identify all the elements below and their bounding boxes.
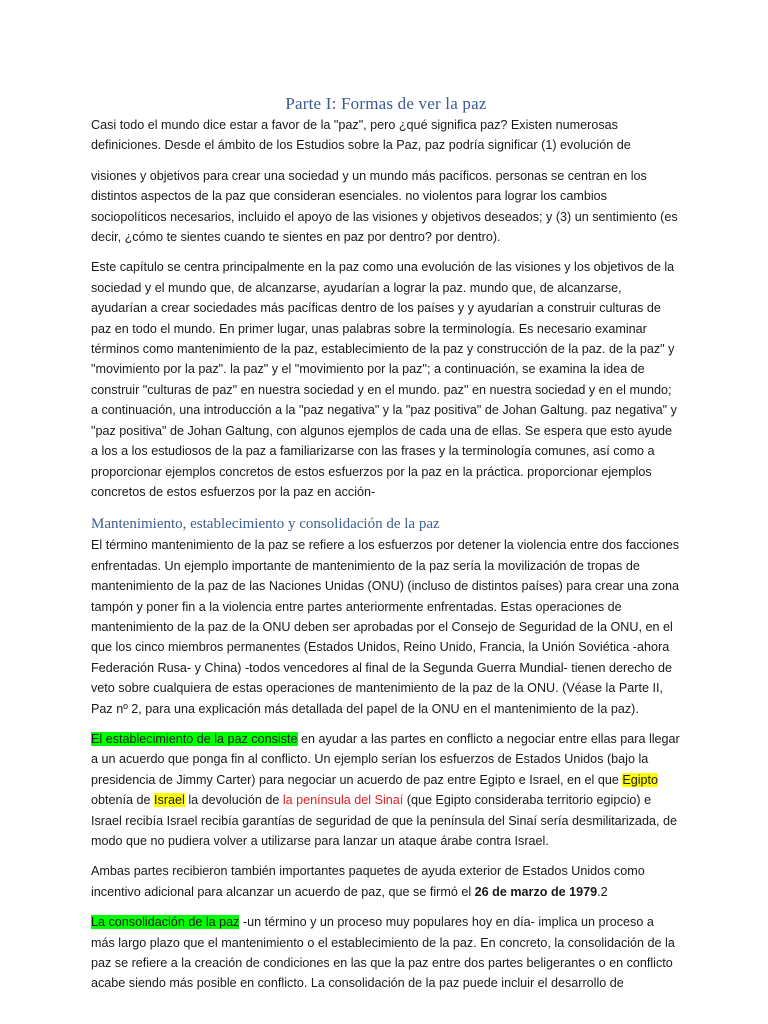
peacemaking-text-2: obtenía de [91, 793, 155, 808]
intro-paragraph-1: Casi todo el mundo dice estar a favor de la "paz", pero ¿qué significa paz? Existen numerosas definiciones. Desde el ámbito de los Estudios sobre la Paz, paz podría significar (1) evolución de [91, 118, 631, 153]
page-title: Parte I: Formas de ver la paz [285, 94, 487, 113]
peacekeeping-paragraph: El término mantenimiento de la paz se refiere a los esfuerzos por detener la violencia entre dos facciones enfrentadas. Un ejemplo importante de mantenimiento de la paz sería la movilización de tropas de mantenimiento de la paz de las Naciones Unidas (ONU) (incluso de distintos países) para crear una zona tampón y poner fin a la violencia entre partes anteriormente enfrentadas. Estas operaciones de mantenimiento de la paz de la ONU deben ser aprobadas por el Consejo de Seguridad de la ONU, en el que los cinco miembros permanentes (Estados Unidos, Reino Unido, Francia, la Unión Soviética -ahora Federación Rusa- y China) -todos vencedores al final de la Segunda Guerra Mundial- tienen derecho de veto sobre cualquiera de estas operaciones de mantenimiento de la paz de la ONU. (Véase la Parte II, Paz nº 2, para una explicación más detallada del papel de la ONU en el mantenimiento de la paz). [91, 538, 680, 716]
document-body [91, 92, 681, 994]
treaty-date: 26 de marzo de 1979 [474, 884, 598, 899]
intro-paragraph-2: visiones y objetivos para crear una sociedad y un mundo más pacíficos. personas se centran en los distintos aspectos de la paz que consideran esenciales. no violentos para lograr los cambios sociopolíticos necesarios, incluido el apoyo de las visiones y objetivos deseados; y (3) un sentimiento (es decir, ¿cómo te sientes cuando te sientes en paz por dentro? por dentro). [91, 168, 678, 245]
israel-highlight: Israel [154, 793, 185, 808]
sinai-red-text: la península del Sinaí [282, 793, 404, 808]
peacemaking-text-3: la devolución de [184, 793, 283, 808]
peacemaking-paragraph [91, 729, 681, 851]
chapter-paragraph: Este capítulo se centra principalmente en la paz como una evolución de las visiones y los objetivos de la sociedad y el mundo que, de alcanzarse, ayudarían a lograr la paz. mundo que, de alcanzarse, ayudarían a crear sociedades más pacíficas dentro de los países y y ayudarían a construir culturas de paz en todo el mundo. En primer lugar, unas palabras sobre la terminología. Es necesario examinar términos como mantenimiento de la paz, establecimiento de la paz y construcción de la paz. de la paz" y "movimiento por la paz". la paz" y el "movimiento por la paz"; a continuación, se examina la idea de construir "culturas de paz" en nuestra sociedad y en el mundo. paz" en nuestra sociedad y en el mundo; a continuación, una introducción a la "paz negativa" y la "paz positiva" de Johan Galtung. paz negativa" y "paz positiva" de Johan Galtung, con algunos ejemplos de cada una de ellas. Se espera que esto ayude a los a los estudiosos de la paz a familiarizarse con las frases y la terminología comunes, así como a proporcionar ejemplos concretos de estos esfuerzos por la paz en la práctica. proporcionar ejemplos concretos de estos esfuerzos por la paz en acción- [91, 260, 677, 499]
peacemaking-text-1: en ayudar a las partes en conflicto a negociar entre ellas para llegar a un acuerdo que ponga fin al conflicto. Un ejemplo serían los esfuerzos de Estados Unidos (bajo la presidencia de Jimmy Carter) para negociar un acuerdo de paz entre Egipto e Israel, en el que [91, 731, 680, 787]
peacebuilding-paragraph [91, 912, 681, 994]
aid-paragraph [91, 861, 681, 902]
aid-text-2: .2 [597, 884, 608, 899]
egypt-highlight: Egipto [622, 772, 659, 787]
peacemaking-text-4: (que Egipto consideraba territorio egipcio) e Israel recibía Israel recibía garantías de seguridad de que la península del Sinaí sería desmilitarizada, de modo que no pudiera volver a utilizarse para lanzar un ataque árabe contra Israel. [91, 793, 677, 848]
peacemaking-highlight: El establecimiento de la paz consiste [91, 731, 298, 746]
peacebuilding-text-1: -un término y un proceso muy populares hoy en día- implica un proceso a más largo plazo que el mantenimiento o el establecimiento de la paz. En concreto, la consolidación de la paz se refiere a la creación de condiciones en las que la paz entre dos partes beligerantes o en conflicto acabe siendo más posible en conflicto. La consolidación de la paz puede incluir el desarrollo de [91, 915, 675, 991]
peacebuilding-highlight: La consolidación de la paz [91, 915, 240, 930]
section-heading: Mantenimiento, establecimiento y consolidación de la paz [91, 516, 440, 533]
aid-text-1: Ambas partes recibieron también importantes paquetes de ayuda exterior de Estados Unidos como incentivo adicional para alcanzar un acuerdo de paz, que se firmó el [91, 864, 645, 899]
